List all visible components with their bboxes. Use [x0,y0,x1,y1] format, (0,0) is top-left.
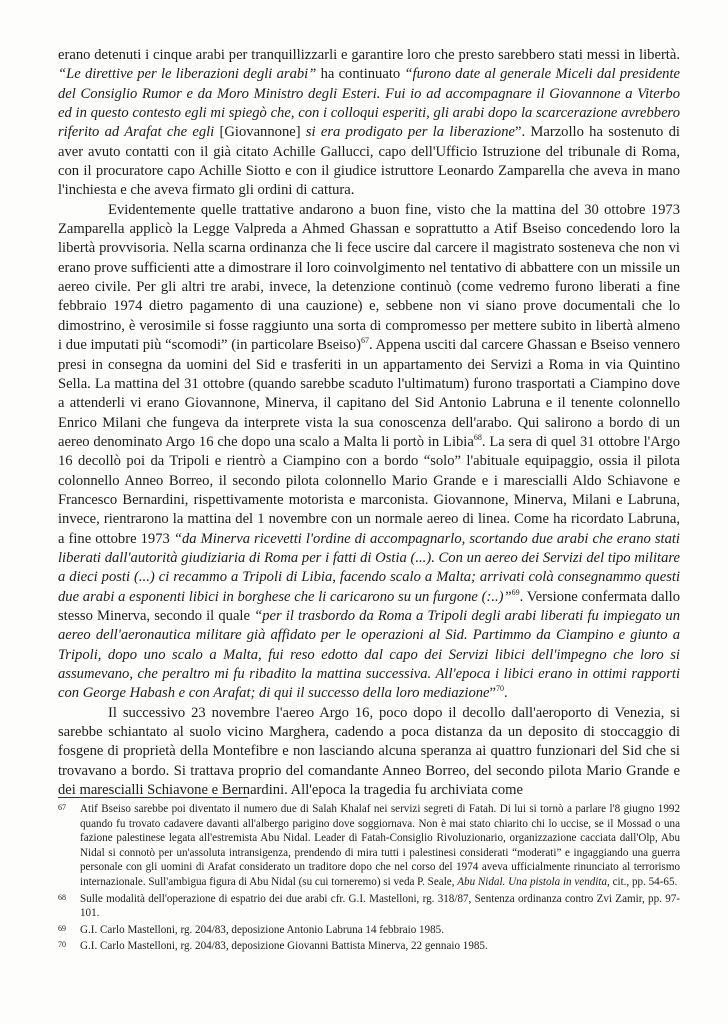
paragraph-3 [58,704,680,801]
footnote-number: 69 [58,923,66,933]
footnote-ref: 69 [511,587,520,597]
footnote-text [80,803,680,888]
footnote-text [80,924,444,936]
text-run: Atif Bseiso sarebbe poi diventato il numero due di Salah Khalaf nei servizi segreti di Fatah. Di lui si tornò a parlare l'8 giugno 1992 quando fu trovato cadavere davanti all'albergo parigino dove soggiornava. Non è mai stato chiarito chi lo uccise, se il Mossad o una fazione palestinese legata all'estremista Abu Nidal. Leader di Fatah-Consiglio Rivoluzionario, organizzazione cacciata dall'Olp, Abu Nidal si connotò per un'assoluta intransigenza, prendendo di mira tutti i palestinesi considerati “moderati” e ingaggiando una guerra personale con gli uomini di Arafat considerato un traditore dopo che nel corso del 1974 aveva ufficialmente rinunciato al terrorismo internazionale. Sull'ambigua figura di Abu Nidal (su cui torneremo) si veda P. Seale, [80,803,680,888]
footnote-number: 70 [58,940,66,950]
text-run: ” [489,685,497,702]
footnote-ref: 67 [360,336,369,346]
footnote-number: 67 [58,803,66,812]
footnotes [58,802,680,956]
paragraph-1 [58,46,680,201]
italic-quote: “da Minerva ricevetti l'ordine di accompagnarlo, scortando due arabi che erano stati liberati dall'autorità giudiziaria di Roma per i fatti di Ostia (...). Con un aereo dei Servizi del tipo militare a dieci posti (...) ci recammo a Tripoli di Libia, facendo scalo a Malta; arrivati colà consegnammo questi due arabi a esponenti libici in borghese che li caricarono su un furgone (:..)” [58,530,680,605]
italic-quote: si era prodigato per la liberazione [305,124,515,141]
body-text [58,46,680,800]
footnote-ref: 68 [473,433,482,443]
text-run: G.I. Carlo Mastelloni, rg. 204/83, deposizione Giovanni Battista Minerva, 22 gennaio 1985. [80,940,488,953]
text-run: . Versione confermata dallo stesso Minerva, secondo il quale [58,588,681,624]
italic-quote: “furono date al generale Miceli dal presidente del Consiglio Rumor e da Moro Ministro degli Esteri. Fui io ad accompagnare il Giovannone a Viterbo ed in questo contesto egli mi spiegò che, con i colloqui esperiti, gli arabi dopo la scarcerazione avrebbero riferito ad Arafat che egli [58,66,681,141]
footnote-67 [58,802,680,890]
footnote-ref: 70 [496,684,505,694]
text-run: Evidentemente quelle trattative andarono a buon fine, visto che la mattina del 30 ottobre 1973 Zamparella applicò la Legge Valpreda a Ahmed Ghassan e soprattutto a Atif Bseiso concedendo loro la libertà provvisoria. Nella scarna ordinanza che li fece uscire dal carcere il magistrato sosteneva che non vi erano prove sufficienti atte a dimostrare il loro coinvolgimento nel tentativo di abbattere con un missile un aereo civile. Per gli altri tre arabi, invece, la detenzione continuò (come vedremo furono liberati a fine febbraio 1974 dietro pagamento di una cauzione) e, sebbene non vi siano prove documentali che lo dimostrino, è verosimile si fosse raggiunto una sorta di compromesso per mettere subito in libertà almeno i due imputati più “scomodi” (in particolare Bseiso) [58,201,680,354]
footnote-68 [58,892,680,921]
text-run: , cit., pp. 54-65. [607,875,678,888]
footnote-70 [58,939,680,954]
text-run: . La sera di quel 31 ottobre l'Argo 16 decollò poi da Tripoli e rientrò a Ciampino con a bordo “solo” l'abituale equipaggio, ossia il pilota colonnello Anneo Borreo, il secondo pilota colonnello Mario Grande e i marescialli Aldo Schiavone e Francesco Bernardini, rispettivamente motorista e marconista. Giovannone, Minerva, Milani e Labruna, invece, rientrarono la mattina del 1 novembre con un normale aereo di linea. Come ha ricordato Labruna, a fine ottobre 1973 [58,433,680,547]
footnote-number: 68 [58,892,66,902]
text-run: [Giovannone] [214,124,306,141]
text-run: Sulle modalità dell'operazione di espatrio dei due arabi cfr. G.I. Mastelloni, rg. 318/87, Sentenza ordinanza contro Zvi Zamir, pp. 97-101. [80,892,680,920]
text-run: . Appena usciti dal carcere Ghassan e Bseiso vennero presi in consegna da uomini del Sid e trasferiti in un appartamento dei Servizi a Roma in via Quintino Sella. La mattina del 31 ottobre (quando sarebbe scaduto l'ultimatum) furono trasportati a Ciampino dove a attenderli vi erano Giovannone, Minerva, il capitano del Sid Antonio Labruna e il tenente colonnello Enrico Milani che fungeva da interprete vista la sua conoscenza dell'arabo. Qui salirono a bordo di un aereo denominato Argo 16 che dopo una scalo a Malta li portò in Libia [58,337,680,450]
text-run: ”. Marzollo ha sostenuto di aver avuto contatti con il già citato Achille Gallucci, capo dell'Ufficio Istruzione del tribunale di Roma, con il procuratore capo Achille Siotto e con il giudice istruttore Leonardo Zamparella che aveva in mano l'inchiesta e che aveva firmato gli ordini di cattura. [58,124,680,199]
footnote-69 [58,923,680,938]
footnote-separator [58,797,248,798]
text-run: erano detenuti i cinque arabi per tranquillizzarli e garantire loro che presto sarebbero stati messi in libertà. [58,47,680,63]
italic-quote: “per il trasbordo da Roma a Tripoli degli arabi liberati fu impiegato un aereo dell'aeronautica militare già affidato per le operazioni al Sid. Partimmo da Ciampino e giunto a Tripoli, dopo uno scalo a Malta, fui reso edotto dal capo dei Servizi libici dell'impegno che loro si assumevano, che peraltro mi fu ribadito la mattina successiva. All'epoca i libici erano in ottimi rapporti con George Habash e con Arafat; di qui il successo della loro mediazione [58,607,680,702]
text-run: . [504,685,508,702]
paragraph-2 [58,201,680,704]
footnote-text [80,893,680,920]
italic-quote: Abu Nidal. Una pistola in vendita [457,875,608,888]
italic-quote: “Le direttive per le liberazioni degli arabi” [58,66,317,83]
footnote-text [80,940,488,952]
text-run: ha continuato [316,66,405,83]
text-run: G.I. Carlo Mastelloni, rg. 204/83, deposizione Antonio Labruna 14 febbraio 1985. [80,923,444,936]
text-run: Il successivo 23 novembre l'aereo Argo 16, poco dopo il decollo dall'aeroporto di Venezia, si sarebbe schiantato al suolo vicino Marghera, cadendo a poca distanza da un deposito di stoccaggio di fosgene di proprietà della Montefibre e non lasciando alcuna speranza ai quattro funzionari del Sid che si trovavano a bordo. Si trattava proprio del comandante Anneo Borreo, del secondo pilota Mario Grande e dei marescialli Schiavone e Bernardini. All'epoca la tragedia fu archiviata come [58,704,680,799]
